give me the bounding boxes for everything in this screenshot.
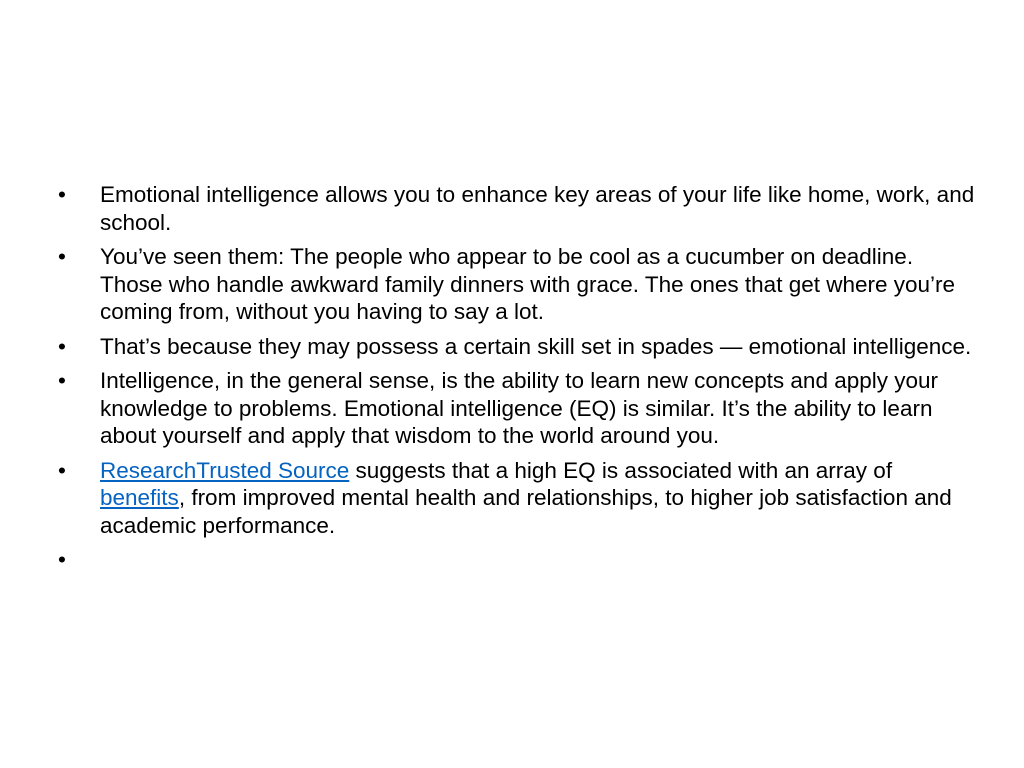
list-item <box>58 367 978 450</box>
list-item-text: Emotional intelligence allows you to enhance key areas of your life like home, work, and school. <box>100 182 975 235</box>
list-item-text: , from improved mental health and relationships, to higher job satisfaction and academic performance. <box>100 485 952 538</box>
benefits-link[interactable]: benefits <box>100 485 179 510</box>
slide-content <box>58 181 978 572</box>
bullet-icon: • <box>58 547 66 572</box>
bullet-icon: • <box>58 333 66 359</box>
list-item-text: suggests that a high EQ is associated with an array of <box>349 457 893 483</box>
list-item-text: Intelligence, in the general sense, is the ability to learn new concepts and apply your knowledge to problems. Emotional intelligence (EQ) is similar. It’s the ability to learn about yourself and apply that wisdom to the world around you. <box>100 368 939 448</box>
list-item-text: You’ve seen them: The people who appear to be cool as a cucumber on deadline. Those who handle awkward family dinners with grace. The ones that get where you’re coming from, without you having to say a lot. <box>100 244 956 324</box>
list-item-text: That’s because they may possess a certain skill set in spades — emotional intelligence. <box>100 333 972 359</box>
bullet-icon: • <box>58 244 66 269</box>
bullet-list <box>58 181 978 572</box>
list-item <box>58 457 978 540</box>
list-item <box>58 333 978 361</box>
list-item <box>58 181 978 236</box>
bullet-icon: • <box>58 368 66 393</box>
research-trusted-source-link[interactable]: ResearchTrusted Source <box>100 457 350 483</box>
bullet-icon: • <box>58 457 66 483</box>
bullet-icon: • <box>58 182 66 207</box>
list-item <box>58 243 978 326</box>
